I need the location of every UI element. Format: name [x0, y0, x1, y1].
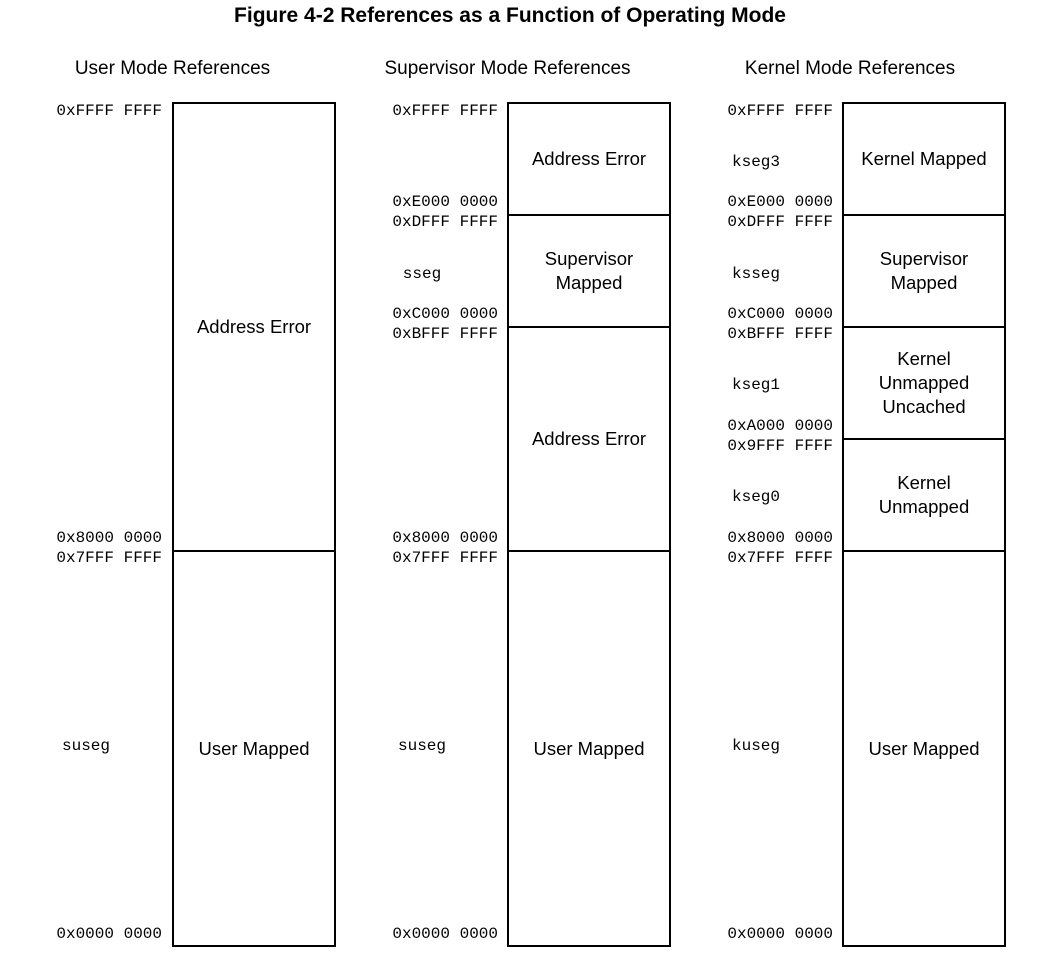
kern-addr-a000: 0xA000 0000 [727, 417, 833, 435]
user-segment-suseg: suseg [61, 737, 110, 755]
kern-addr-c000: 0xC000 0000 [727, 305, 833, 323]
user-addr-top: 0xFFFF FFFF [56, 102, 162, 120]
sup-addr-7fff: 0x7FFF FFFF [392, 549, 498, 567]
user-addr-8000: 0x8000 0000 [56, 529, 162, 547]
kern-addr-9fff: 0x9FFF FFFF [727, 437, 833, 455]
sup-addr-0000: 0x0000 0000 [392, 925, 498, 943]
sup-region-address-error-high: Address Error [531, 148, 647, 169]
user-mode-heading: User Mode References [74, 58, 271, 79]
sup-region-supervisor-mapped: Supervisor Mapped [544, 248, 634, 293]
supervisor-mode-heading: Supervisor Mode References [384, 58, 631, 79]
kern-addr-dfff: 0xDFFF FFFF [727, 213, 833, 231]
sup-addr-ffff: 0xFFFF FFFF [392, 102, 498, 120]
kern-segment-kseg1: kseg1 [731, 376, 780, 394]
sup-addr-bfff: 0xBFFF FFFF [392, 325, 498, 343]
sup-addr-e000: 0xE000 0000 [392, 193, 498, 211]
user-mode-memory-map [172, 102, 336, 947]
kern-region-kernel-mapped: Kernel Mapped [861, 148, 987, 169]
kern-segment-kseg0: kseg0 [731, 488, 780, 506]
figure-title: Figure 4-2 References as a Function of Operating Mode [234, 4, 786, 27]
sup-addr-8000: 0x8000 0000 [392, 529, 498, 547]
sup-addr-c000: 0xC000 0000 [392, 305, 498, 323]
supervisor-mode-memory-map [507, 102, 671, 947]
kern-addr-8000: 0x8000 0000 [727, 529, 833, 547]
kern-segment-ksseg: ksseg [731, 265, 780, 283]
kern-region-supervisor-mapped: Supervisor Mapped [879, 248, 969, 293]
kernel-mode-heading: Kernel Mode References [744, 58, 956, 79]
kern-addr-bfff: 0xBFFF FFFF [727, 325, 833, 343]
kern-addr-7fff: 0x7FFF FFFF [727, 549, 833, 567]
kern-addr-0000: 0x0000 0000 [727, 925, 833, 943]
sup-region-user-mapped: User Mapped [533, 737, 645, 759]
kern-region-user-mapped: User Mapped [868, 737, 980, 759]
kern-region-unmapped: Kernel Unmapped [878, 472, 970, 517]
kern-addr-ffff: 0xFFFF FFFF [727, 102, 833, 120]
kernel-mode-memory-map [842, 102, 1006, 947]
user-addr-7fff: 0x7FFF FFFF [56, 549, 162, 567]
sup-segment-sseg: sseg [402, 265, 442, 283]
user-addr-bottom: 0x0000 0000 [56, 925, 162, 943]
kern-segment-kuseg: kuseg [731, 737, 780, 755]
kern-addr-e000: 0xE000 0000 [727, 193, 833, 211]
sup-addr-dfff: 0xDFFF FFFF [392, 213, 498, 231]
user-region-address-error: Address Error [196, 316, 312, 337]
sup-segment-suseg: suseg [397, 737, 446, 755]
sup-region-address-error-low: Address Error [531, 428, 647, 449]
user-region-user-mapped: User Mapped [198, 737, 310, 759]
kern-segment-kseg3: kseg3 [731, 153, 780, 171]
kern-region-unmapped-uncached: Kernel Unmapped Uncached [878, 348, 970, 417]
